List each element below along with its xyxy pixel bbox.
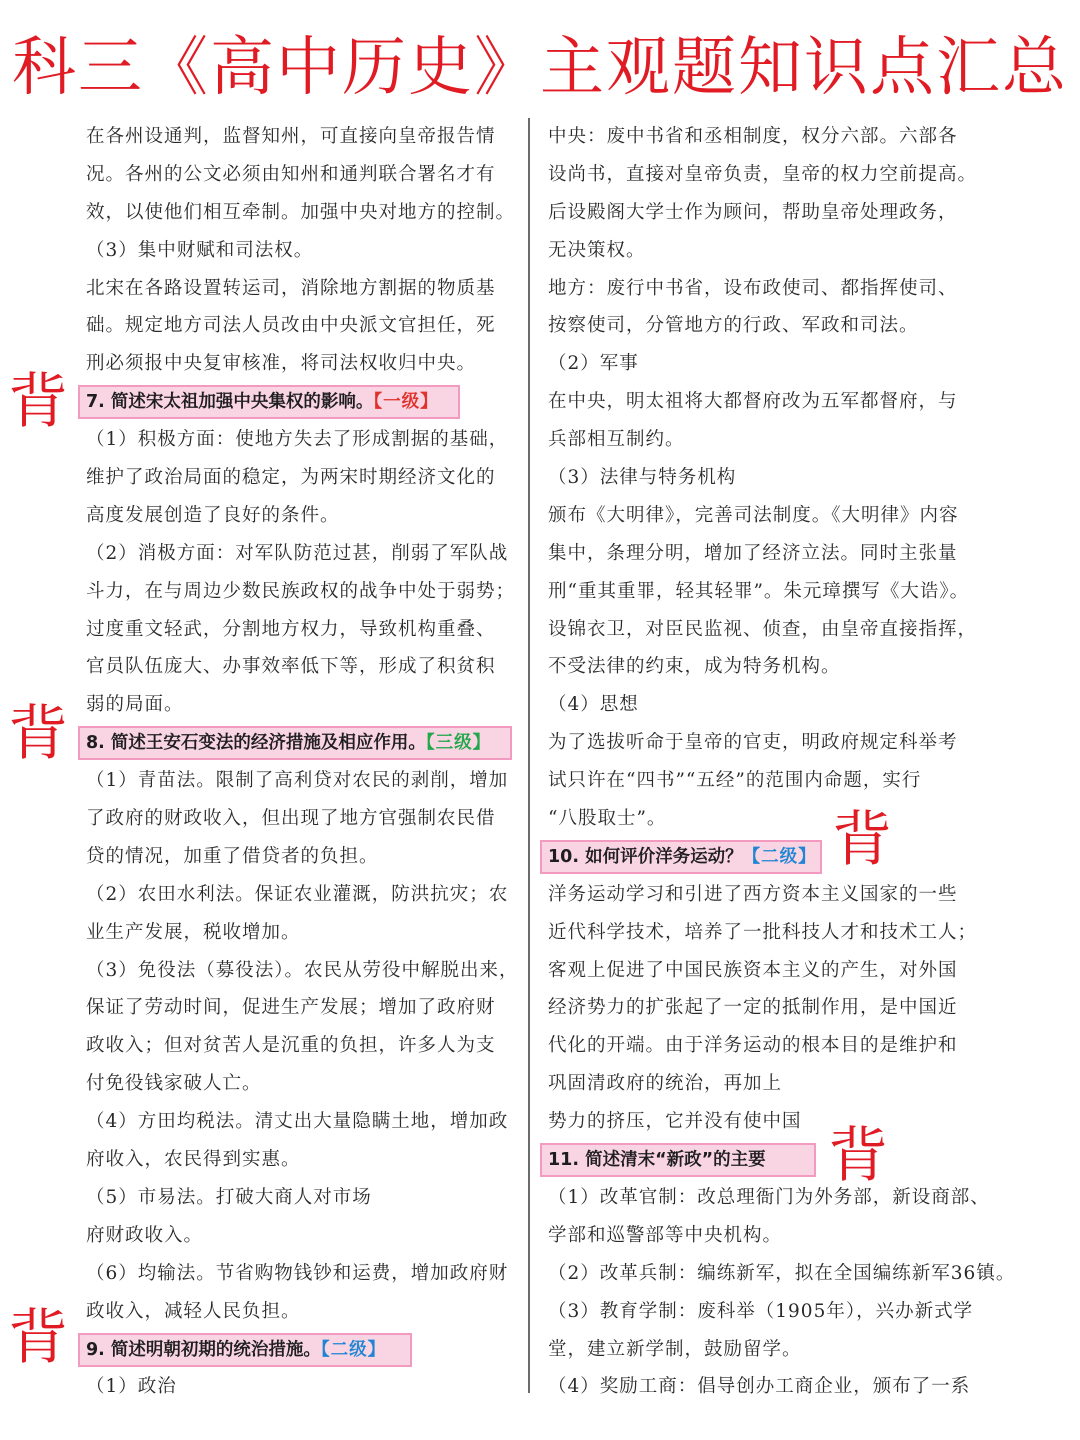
text-line: 刑必须报中央复审核准，将司法权收归中央。 bbox=[86, 353, 477, 375]
text-line: （3）免役法（募役法）。农民从劳役中解脱出来， bbox=[86, 959, 519, 981]
text-line: （1）青苗法。限制了高利贷对农民的剥削，增加 bbox=[86, 770, 509, 792]
text-line: 了政府的财政收入，但出现了地方官强制农民借 bbox=[86, 808, 496, 830]
memorize-stamp: 背 bbox=[8, 367, 68, 437]
text-line: 按察使司，分管地方的行政、军政和司法。 bbox=[548, 315, 919, 337]
text-line: （1）政治 bbox=[86, 1376, 177, 1398]
text-line: （2）改革兵制：编练新军，拟在全国编练新军36镇。 bbox=[548, 1262, 1016, 1284]
memorize-stamp: 背 bbox=[8, 699, 68, 769]
text-line: 高度发展创造了良好的条件。 bbox=[86, 504, 340, 526]
text-line: （4）奖励工商：倡导创办工商企业，颁布了一系 bbox=[548, 1376, 971, 1398]
level-badge: 【一级】 bbox=[373, 392, 439, 413]
text-line: 为了选拔听命于皇帝的官吏，明政府规定科举考 bbox=[548, 732, 958, 754]
text-line: 维护了政治局面的稳定，为两宋时期经济文化的 bbox=[86, 467, 496, 489]
text-line: 近代科学技术，培养了一批科技人才和技术工人； bbox=[548, 921, 978, 943]
text-line: （2）消极方面：对军队防范过甚，削弱了军队战 bbox=[86, 542, 509, 564]
text-line: （1）改革官制：改总理衙门为外务部，新设商部、 bbox=[548, 1186, 990, 1208]
text-line: 不受法律的约束，成为特务机构。 bbox=[548, 656, 841, 678]
text-line: 巩固清政府的统治，再加上 bbox=[548, 1073, 783, 1095]
level-badge: 【二级】 bbox=[742, 846, 817, 867]
text-line: 府财政收入。 bbox=[86, 1224, 204, 1246]
text-line: 后设殿阁大学士作为顾问，帮助皇帝处理政务， bbox=[548, 201, 958, 223]
text-line: 地方：废行中书省，设布政使司、都指挥使司、 bbox=[548, 277, 958, 299]
memorize-stamp: 背 bbox=[828, 1121, 888, 1191]
question-text: 9. 简述明朝初期的统治措施。 bbox=[86, 1339, 321, 1360]
text-line: 北宋在各路设置转运司，消除地方割据的物质基 bbox=[86, 277, 496, 299]
text-line: 政收入；但对贫苦人是沉重的负担，许多人为支 bbox=[86, 1035, 496, 1057]
text-line: （6）均输法。节省购物钱钞和运费，增加政府财 bbox=[86, 1262, 509, 1284]
text-line: 刑“重其重罪，轻其轻罪”。朱元璋撰写《大诰》。 bbox=[548, 580, 970, 602]
column-divider bbox=[528, 118, 530, 1393]
text-line: 斗力，在与周边少数民族政权的战争中处于弱势； bbox=[86, 580, 516, 602]
text-line: 础。规定地方司法人员改由中央派文官担任，死 bbox=[86, 315, 496, 337]
text-line: 堂，建立新学制，鼓励留学。 bbox=[548, 1338, 802, 1360]
text-line: 中央：废中书省和丞相制度，权分六部。六部各 bbox=[548, 126, 958, 147]
text-line: “八股取士”。 bbox=[548, 808, 667, 830]
text-line: 设尚书，直接对皇帝负责，皇帝的权力空前提高。 bbox=[548, 163, 978, 185]
text-line: 在中央，明太祖将大都督府改为五军都督府，与 bbox=[548, 391, 958, 413]
text-line: 代化的开端。由于洋务运动的根本目的是维护和 bbox=[548, 1035, 958, 1057]
question-heading bbox=[548, 1141, 974, 1179]
text-line: 府收入，农民得到实惠。 bbox=[86, 1149, 301, 1171]
text-line: 效，以使他们相互牵制。加强中央对地方的控制。 bbox=[86, 201, 516, 223]
text-line: （3）教育学制：废科举（1905年），兴办新式学 bbox=[548, 1300, 974, 1322]
text-line: （3）集中财赋和司法权。 bbox=[86, 239, 314, 261]
level-badge: 【二级】 bbox=[320, 1339, 387, 1360]
right-column bbox=[548, 118, 1016, 1406]
text-line: 在各州设通判，监督知州，可直接向皇帝报告情 bbox=[86, 126, 496, 147]
question-text: 11. 简述清末“新政”的主要 bbox=[548, 1150, 766, 1171]
text-line: （4）思想 bbox=[548, 694, 639, 716]
question-heading bbox=[548, 838, 974, 876]
text-line: 势力的挤压，它并没有使中国 bbox=[548, 1111, 802, 1133]
text-line: 政收入，减轻人民负担。 bbox=[86, 1300, 301, 1322]
text-line: 兵部相互制约。 bbox=[548, 429, 685, 451]
question-heading bbox=[86, 724, 510, 762]
text-line: （1）积极方面：使地方失去了形成割据的基础， bbox=[86, 429, 509, 451]
text-line: 学部和巡警部等中央机构。 bbox=[548, 1224, 783, 1246]
question-text: 10. 如何评价洋务运动？ bbox=[548, 846, 743, 867]
text-line: 无决策权。 bbox=[548, 239, 646, 261]
memorize-stamp: 背 bbox=[832, 805, 892, 875]
left-column bbox=[86, 118, 519, 1406]
text-line: 官员队伍庞大、办事效率低下等，形成了积贫积 bbox=[86, 656, 496, 678]
text-line: 集中，条理分明，增加了经济立法。同时主张量 bbox=[548, 542, 958, 564]
text-line: （3）法律与特务机构 bbox=[548, 467, 737, 489]
text-line: 客观上促进了中国民族资本主义的产生，对外国 bbox=[548, 959, 958, 981]
text-line: （2）农田水利法。保证农业灌溉，防洪抗灾；农 bbox=[86, 883, 509, 905]
question-heading bbox=[86, 383, 510, 421]
text-line: 试只许在“四书”“五经”的范围内命题，实行 bbox=[548, 770, 922, 792]
text-line: （2）军事 bbox=[548, 353, 639, 375]
text-line: 业生产发展，税收增加。 bbox=[86, 921, 301, 943]
question-text: 8. 简述王安石变法的经济措施及相应作用。 bbox=[86, 733, 426, 754]
text-line: 经济势力的扩张起了一定的抵制作用，是中国近 bbox=[548, 997, 958, 1019]
question-heading bbox=[86, 1331, 510, 1369]
text-line: 颁布《大明律》，完善司法制度。《大明律》内容 bbox=[548, 504, 959, 526]
text-line: 过度重文轻武，分割地方权力，导致机构重叠、 bbox=[86, 618, 496, 640]
text-line: 设锦衣卫，对臣民监视、侦查，由皇帝直接指挥， bbox=[548, 618, 978, 640]
text-line: （5）市易法。打破大商人对市场 bbox=[86, 1186, 372, 1208]
text-line: 保证了劳动时间，促进生产发展；增加了政府财 bbox=[86, 997, 496, 1019]
level-badge: 【三级】 bbox=[425, 733, 492, 754]
text-line: 贷的情况，加重了借贷者的负担。 bbox=[86, 845, 379, 867]
text-line: 付免役钱家破人亡。 bbox=[86, 1073, 262, 1095]
question-text: 7. 简述宋太祖加强中央集权的影响。 bbox=[86, 392, 374, 413]
text-line: 洋务运动学习和引进了西方资本主义国家的一些 bbox=[548, 883, 958, 905]
memorize-stamp: 背 bbox=[8, 1303, 68, 1373]
text-line: 弱的局面。 bbox=[86, 694, 184, 716]
text-line: 况。各州的公文必须由知州和通判联合署名才有 bbox=[86, 163, 496, 185]
text-line: （4）方田均税法。清丈出大量隐瞒土地，增加政 bbox=[86, 1111, 509, 1133]
page-title: 科三《高中历史》主观题知识点汇总 bbox=[12, 31, 1068, 105]
